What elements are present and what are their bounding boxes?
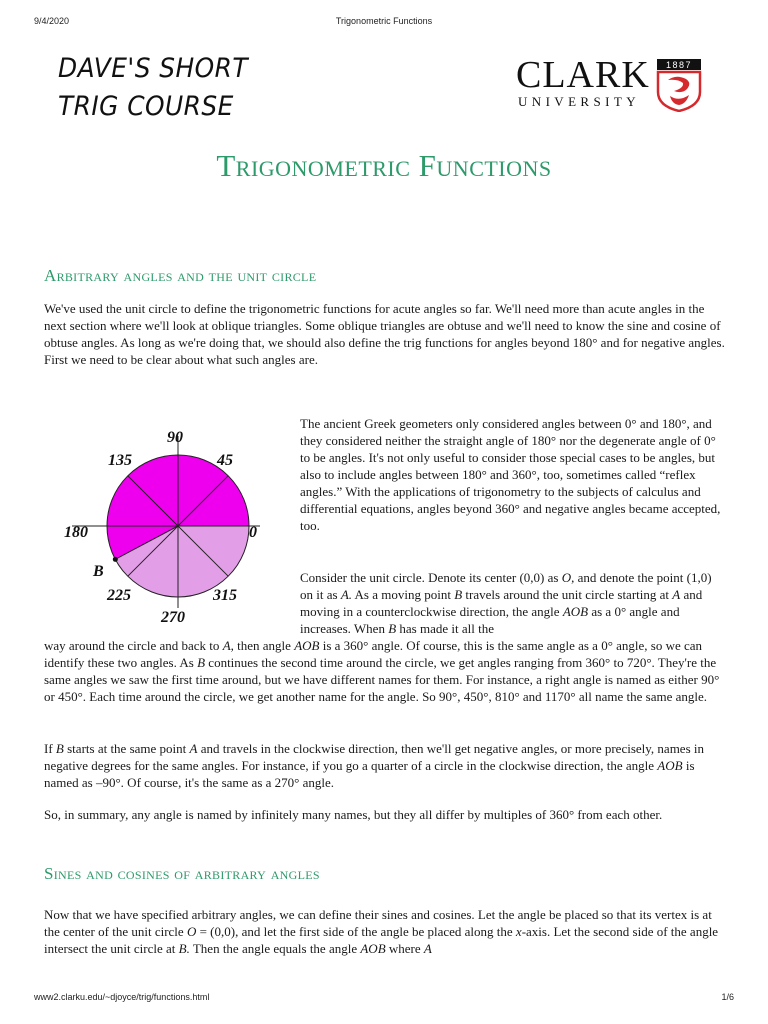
paragraph-intro: We've used the unit circle to define the trigonometric functions for acute angles so far. We'll need more than acute angles in the next section where we'll look at oblique triangles. Some oblique triangles are obtuse and we'll need to know the sine and cosine of obtuse angles. As long as we're doing that, we should also define the trig functions for angles beyond 180° and for negative angles. First we need to be clear about what such angles are. (44, 301, 725, 367)
paragraph-negative-angles: If B starts at the same point A and travels in the clockwise direction, then we'll get negative angles, or more precisely, names in negative degrees for the same angles. For instance, if you go a quarter of a circle in the clockwise direction, the angle AOB is named as –90°. Of course, it's the same as a 270° angle. (44, 741, 704, 790)
print-url[interactable]: www2.clarku.edu/~djoyce/trig/functions.html (34, 992, 210, 1002)
page-title: Trigonometric Functions (216, 148, 552, 183)
angle-label-45: 45 (217, 452, 233, 469)
course-logo-line1: DAVE'S SHORT (58, 53, 249, 84)
print-page-number: 1/6 (721, 992, 734, 1002)
unit-circle-figure (58, 418, 284, 642)
paragraph-ancient-greek: The ancient Greek geometers only considered angles between 0° and 180°, and they considered neither the straight angle of 180° nor the degenerate angle of 0° to be angles. It's not only useful to consider those special cases to be angles, but also to include angles between 180° and 360°, too, sometimes called “reflex angles.” With the applications of trigonometry to the subjects of calculus and differential equations, angles beyond 360° and negative angles became accepted, too. (300, 416, 721, 533)
university-logo[interactable] (516, 56, 706, 112)
course-logo[interactable] (58, 50, 279, 126)
angle-label-270: 270 (161, 609, 185, 626)
university-seal-icon (656, 58, 702, 112)
angle-label-225: 225 (107, 587, 131, 604)
university-year: 1887 (665, 60, 693, 70)
paragraph-sines-cosines: Now that we have specified arbitrary angles, we can define their sines and cosines. Let the angle be placed so that its vertex is at the center of the unit circle O = (0,0), and let the first side of the angle be placed along the x-axis. Let the second side of the angle intersect the unit circle at B. Then the angle equals the angle AOB where A (44, 907, 719, 956)
section-heading-arbitrary-angles: Arbitrary angles and the unit circle (44, 266, 317, 285)
angle-label-135: 135 (108, 452, 132, 469)
angle-label-180: 180 (64, 524, 88, 541)
angle-label-90: 90 (167, 429, 183, 446)
point-b-marker (113, 557, 118, 562)
print-date: 9/4/2020 (34, 16, 70, 26)
print-title: Trigonometric Functions (335, 16, 433, 26)
section-heading-sines-cosines: Sines and cosines of arbitrary angles (44, 864, 320, 883)
point-label-b: B (93, 563, 104, 580)
paragraph-unit-circle-part1: Consider the unit circle. Denote its center (0,0) as O, and denote the point (1,0) on it as A. As a moving point B travels around the unit circle starting at A and moving in a counterclockwise direction, the angle AOB as a 0° angle and increases. When B has made it all the (300, 570, 712, 636)
print-header (0, 16, 768, 30)
angle-label-315: 315 (213, 587, 237, 604)
university-name: CLARK (516, 54, 650, 96)
paragraph-summary: So, in summary, any angle is named by infinitely many names, but they all differ by multiples of 360° from each other. (44, 807, 663, 822)
course-logo-line2: TRIG COURSE (58, 91, 234, 122)
angle-label-0: 0 (249, 524, 257, 541)
paragraph-unit-circle-part2: way around the circle and back to A, then angle AOB is a 360° angle. Of course, this is the same angle as a 0° angle, so we can identify these two angles. As B continues the second time around the circle, we get angles ranging from 360° to 720°. They're the same angles we saw the first time around, but we have different names for them. For instance, a right angle is named as either 90° or 450°. Each time around the circle, we get another name for the angle. So 90°, 450°, 810° and 1170° all name the same angle. (44, 638, 720, 704)
print-footer (0, 992, 768, 1006)
university-subtitle: UNIVERSITY (518, 94, 640, 109)
